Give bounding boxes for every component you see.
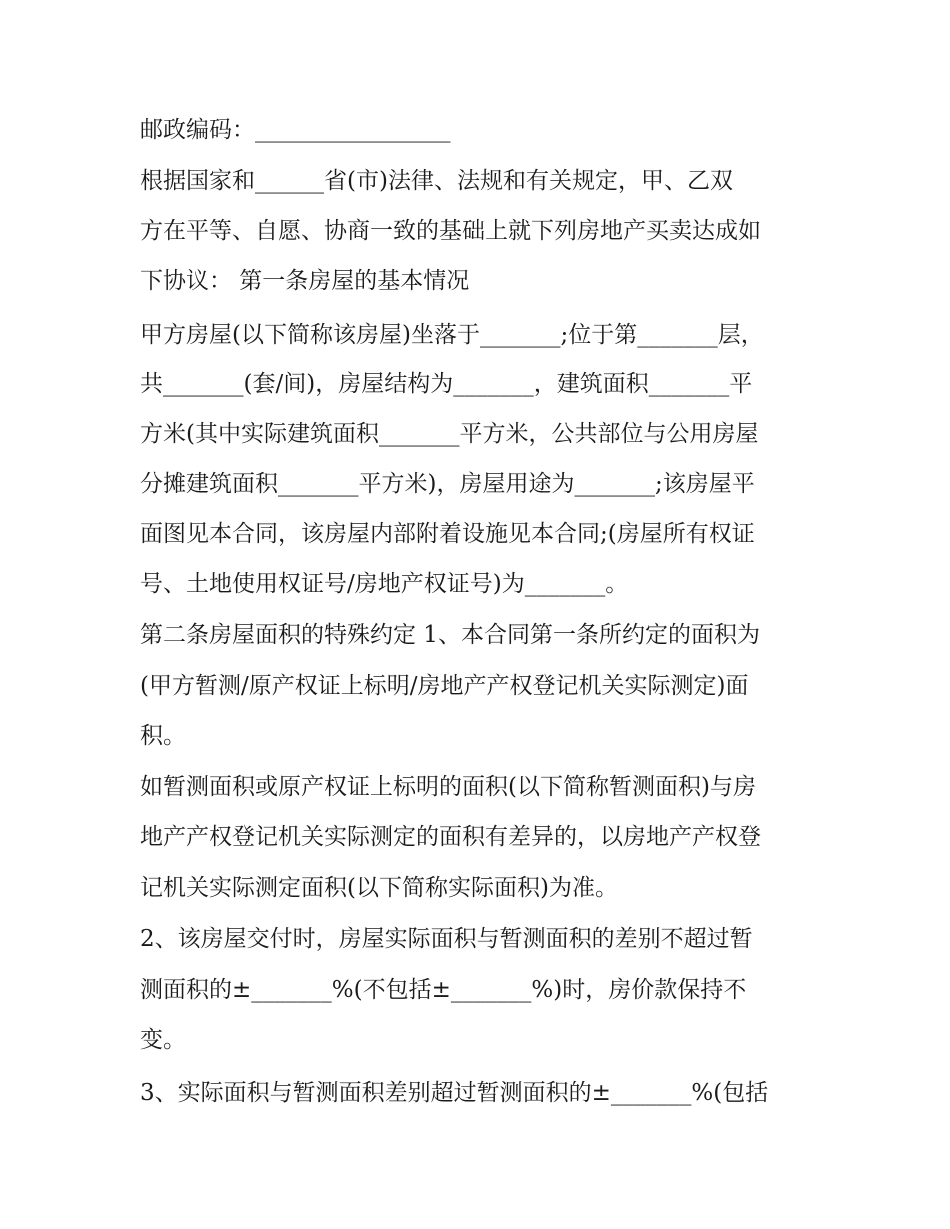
paragraph-line: 甲方房屋(以下简称该房屋)坐落于_______;位于第_______层， bbox=[140, 322, 764, 348]
paragraph-line: 地产产权登记机关实际测定的面积有差异的，以房地产产权登 bbox=[140, 824, 761, 850]
paragraph-line: 测面积的±_______%(不包括±_______%)时，房价款保持不 bbox=[140, 977, 747, 1003]
paragraph-line: 积。 bbox=[140, 723, 186, 749]
paragraph-line: 方在平等、自愿、协商一致的基础上就下列房地产买卖达成如 bbox=[140, 218, 761, 244]
paragraph-line: 分摊建筑面积_______平方米)，房屋用途为_______;该房屋平 bbox=[140, 471, 755, 497]
clause-3-line: 3、实际面积与暂测面积差别超过暂测面积的±_______%(包括 bbox=[140, 1080, 769, 1106]
paragraph-line: 号、土地使用权证号/房地产权证号)为_______。 bbox=[140, 571, 629, 597]
clause-2-line: 2、该房屋交付时，房屋实际面积与暂测面积的差别不超过暂 bbox=[140, 926, 753, 952]
paragraph-line: (甲方暂测/原产权证上标明/房地产产权登记机关实际测定)面 bbox=[140, 673, 749, 699]
paragraph-line: 面图见本合同，该房屋内部附着设施见本合同;(房屋所有权证 bbox=[140, 521, 755, 547]
paragraph-line: 记机关实际测定面积(以下简称实际面积)为准。 bbox=[140, 875, 618, 901]
paragraph-line: 如暂测面积或原产权证上标明的面积(以下简称暂测面积)与房 bbox=[140, 774, 756, 800]
article-2-heading-line: 第二条房屋面积的特殊约定 1、本合同第一条所约定的面积为 bbox=[140, 622, 760, 648]
paragraph-line: 方米(其中实际建筑面积_______平方米，公共部位与公用房屋 bbox=[140, 421, 759, 447]
paragraph-line: 变。 bbox=[140, 1027, 186, 1053]
paragraph-line: 共_______(套/间)，房屋结构为_______，建筑面积_______平 bbox=[140, 371, 753, 397]
paragraph-line: 根据国家和______省(市)法律、法规和有关规定，甲、乙双 bbox=[140, 168, 733, 194]
postal-code-line: 邮政编码：_________________ bbox=[140, 117, 451, 143]
article-1-heading-line: 下协议： 第一条房屋的基本情况 bbox=[140, 268, 470, 294]
